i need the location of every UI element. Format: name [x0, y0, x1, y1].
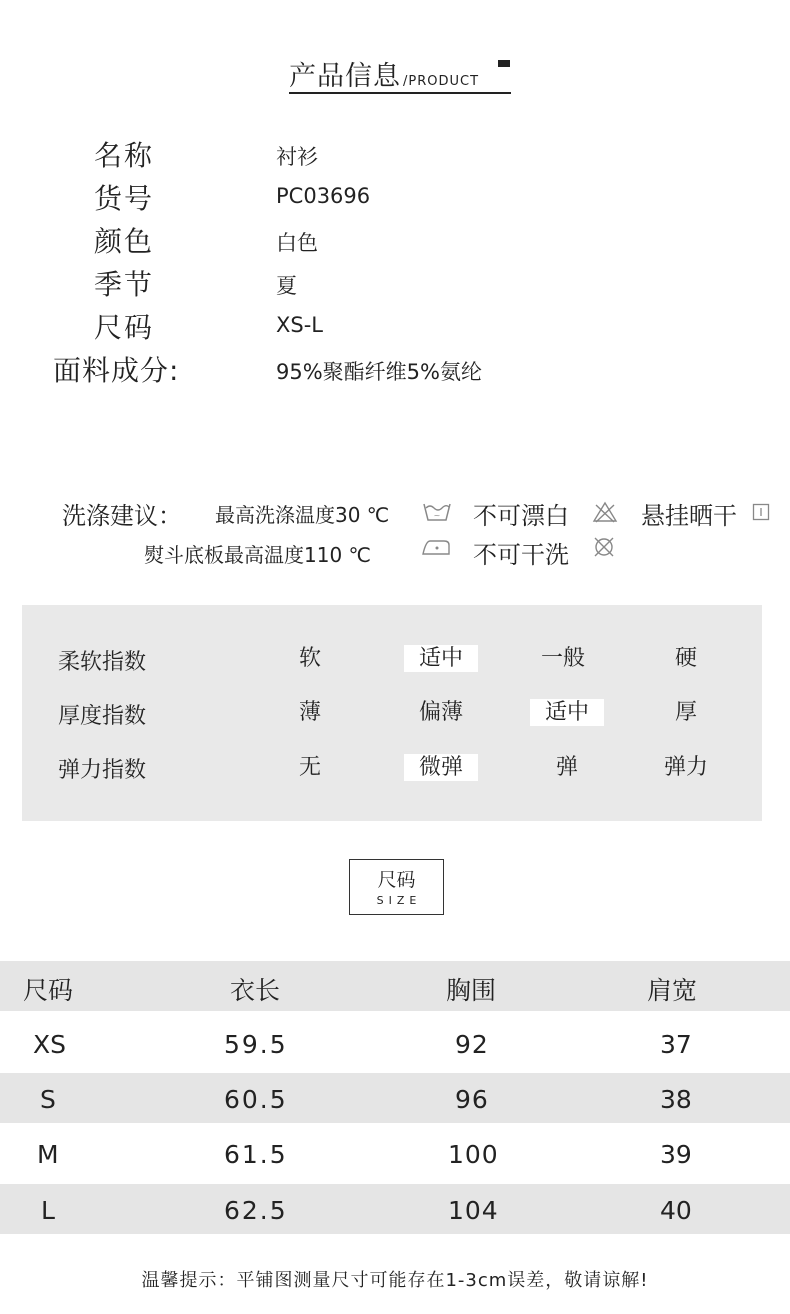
- cell-chest: 104: [448, 1196, 499, 1225]
- info-label-size: 尺码: [94, 311, 155, 344]
- svg-text:~: ~: [433, 511, 441, 520]
- info-value-season: 夏: [276, 274, 297, 298]
- info-value-name: 衬衫: [276, 145, 318, 169]
- info-value-size: XS-L: [276, 313, 323, 337]
- size-section-badge: [349, 859, 444, 915]
- cell-shoulder: 37: [660, 1030, 692, 1059]
- index-option-elasticity-1: 无: [298, 755, 321, 780]
- info-value-color: 白色: [276, 231, 318, 255]
- title-underline: [289, 92, 511, 94]
- cell-size: M: [37, 1140, 59, 1169]
- table-row: [0, 1073, 790, 1123]
- cell-shoulder: 39: [660, 1140, 692, 1169]
- iron-icon: [420, 536, 452, 562]
- size-table-header: [0, 961, 790, 1011]
- hang-dry-icon: [752, 503, 770, 525]
- index-option-thickness-1: 薄: [298, 700, 321, 725]
- index-option-elasticity-2-selected: 微弹: [404, 754, 478, 781]
- info-value-sku: PC03696: [276, 184, 371, 208]
- cell-length: 62.5: [224, 1196, 288, 1225]
- info-label-season: 季节: [94, 268, 155, 301]
- index-option-softness-2-selected: 适中: [404, 645, 478, 672]
- cell-length: 60.5: [224, 1085, 288, 1114]
- header-chest: 胸围: [446, 976, 497, 1005]
- cell-chest: 92: [455, 1030, 489, 1059]
- header-size: 尺码: [23, 976, 74, 1005]
- index-option-elasticity-3: 弹: [555, 755, 578, 780]
- measurement-note: 温馨提示：平铺图测量尺寸可能存在1-3cm误差，敬请谅解!: [141, 1270, 649, 1291]
- table-row: [0, 1184, 790, 1234]
- cell-size: L: [41, 1196, 55, 1225]
- info-label-fabric: 面料成分:: [53, 354, 180, 387]
- size-badge-en: SIZE: [376, 894, 422, 907]
- cell-chest: 100: [448, 1140, 499, 1169]
- care-wash-temp: 最高洗涤温度30 ℃: [215, 503, 390, 527]
- index-option-thickness-2: 偏薄: [418, 700, 463, 725]
- no-bleach-icon: [592, 500, 618, 528]
- title-english: /PRODUCT: [403, 74, 480, 89]
- cell-length: 61.5: [224, 1140, 288, 1169]
- index-option-thickness-3-selected: 适中: [530, 699, 604, 726]
- care-no-dry-clean: 不可干洗: [473, 541, 569, 569]
- index-label-softness: 柔软指数: [58, 650, 147, 675]
- info-label-sku: 货号: [94, 182, 155, 215]
- page-title: [289, 54, 479, 92]
- info-label-name: 名称: [94, 139, 155, 172]
- title-chinese: 产品信息: [289, 61, 401, 92]
- wash-tub-icon: [422, 498, 452, 528]
- cell-shoulder: 38: [660, 1085, 692, 1114]
- index-option-thickness-4: 厚: [674, 700, 697, 725]
- cell-length: 59.5: [224, 1030, 288, 1059]
- cell-shoulder: 40: [660, 1196, 692, 1225]
- title-decoration: [498, 60, 510, 67]
- index-option-softness-3: 一般: [540, 646, 585, 671]
- care-no-bleach: 不可漂白: [473, 502, 569, 530]
- size-badge-cn: 尺码: [377, 869, 416, 891]
- care-hang-dry: 悬挂晒干: [641, 502, 737, 530]
- table-row: [0, 1018, 790, 1070]
- cell-size: XS: [33, 1030, 66, 1059]
- info-value-fabric: 95%聚酯纤维5%氨纶: [276, 360, 482, 384]
- info-label-color: 颜色: [94, 225, 155, 258]
- header-shoulder: 肩宽: [647, 976, 698, 1005]
- care-label: 洗涤建议：: [62, 502, 182, 530]
- no-dry-clean-icon: [592, 535, 616, 563]
- index-option-elasticity-4: 弹力: [663, 755, 708, 780]
- cell-chest: 96: [455, 1085, 489, 1114]
- index-label-thickness: 厚度指数: [58, 704, 147, 729]
- index-option-softness-1: 软: [298, 646, 321, 671]
- cell-size: S: [40, 1085, 56, 1114]
- index-label-elasticity: 弹力指数: [58, 758, 147, 783]
- table-row: [0, 1128, 790, 1180]
- header-length: 衣长: [230, 976, 281, 1005]
- index-option-softness-4: 硬: [674, 646, 697, 671]
- care-iron-temp: 熨斗底板最高温度110 ℃: [144, 543, 371, 567]
